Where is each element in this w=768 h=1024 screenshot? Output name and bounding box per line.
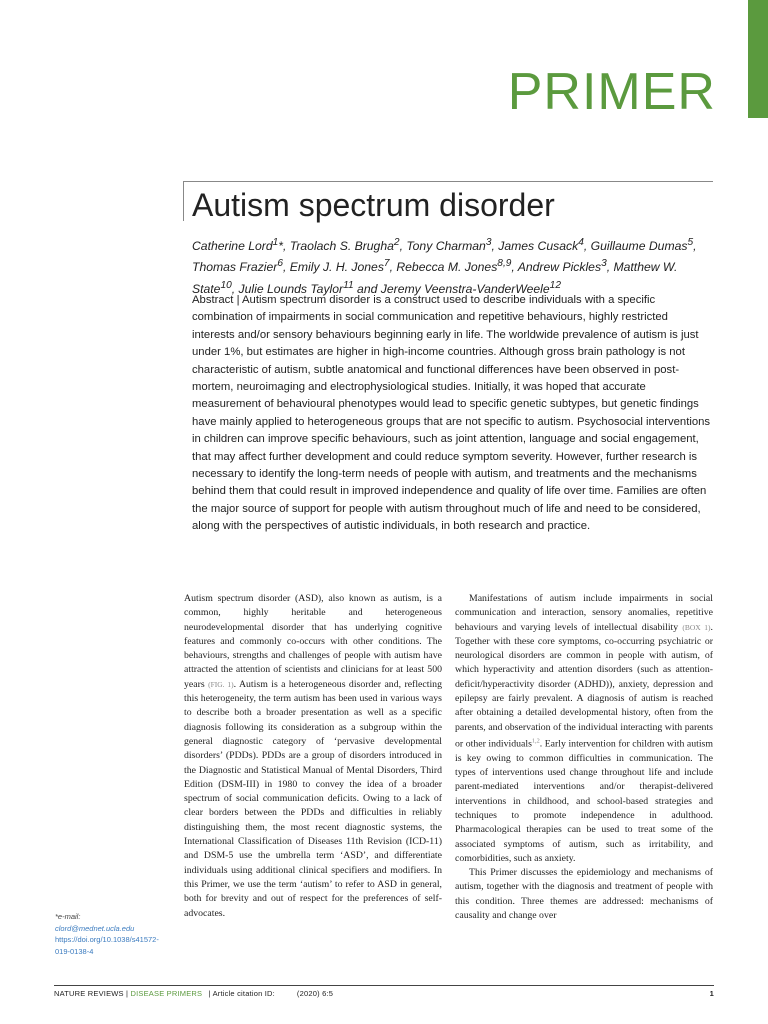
body-column-right <box>455 592 713 923</box>
section-label: PRIMER <box>507 63 716 121</box>
body-column-left <box>184 592 442 921</box>
article-title: Autism spectrum disorder <box>192 187 555 223</box>
author-list: Catherine Lord$^1$*, Traolach S. Brugha$^2$, Tony Charman$^3$, James Cusack$^4$, Guillaume Dumas$^5$, Thomas Frazier$^6$, Emily J. H. Jones$^7$, Rebecca M. Jones$^{8,9}$, Andrew Pickles$^3$, Matthew W. State$^{10}$, Julie Lounds Taylor$^{11}$ and Jeremy Veenstra-VanderWeele$^{12}$ <box>192 237 697 296</box>
title-rule <box>183 181 713 182</box>
citation-value: (2020) 6:5 <box>296 989 334 998</box>
correspondence-note <box>55 911 159 957</box>
footer-separator: | <box>123 989 131 998</box>
journal-name: NATURE REVIEWS <box>54 989 124 998</box>
citation-label: | Article citation ID: <box>206 989 275 998</box>
page-number: 1 <box>709 989 714 998</box>
title-corner-rule <box>183 181 184 221</box>
paragraph-intro: Autism spectrum disorder (ASD), also known as autism, is a common, highly heritable and heterogeneous neurodevelopmental disorder that has underlying cognitive features and commonly co-occurs with other conditions. The behaviours, strengths and challenges of people with autism have attracted the attention of scientists and clinicians for at least 500 years (FIG. 1). Autism is a heterogeneous disorder and, reflecting this heterogeneity, the term autism has been used in various ways to describe both a broader presentation as well as a specific diagnosis following its consideration as a subgroup within the general diagnostic category of ‘pervasive developmental disorders’ (PDDs). PDDs are a group of disorders introduced in the Diagnostic and Statistical Manual of Mental Disorders, Third Edition (DSM-III) in 1980 to convey the idea of a broader spectrum of social communication deficits. Owing to a lack of clear borders between the PDDs and difficulties in reliably distinguishing them, the most recent diagnostic systems, the International Classification of Diseases 11th Revision (ICD-11) and DSM-5 use the umbrella term ‘ASD’, and differentiate individuals using additional clinical specifiers and modifiers. In this Primer, we use the term ‘autism’ to refer to ASD in general, both for brevity and out of respect for the preferences of self-advocates. <box>184 593 442 919</box>
paragraph-primer-scope: This Primer discusses the epidemiology and mechanisms of autism, together with the diagnosis and treatment of people with this condition. Three themes are addressed: mechanisms of causality and change over <box>455 867 713 922</box>
page-footer <box>54 989 714 998</box>
footer-rule <box>54 985 714 986</box>
paragraph-manifestations: Manifestations of autism include impairments in social communication and interaction, sensory anomalies, repetitive behaviours and varying levels of intellectual disability (BOX 1). Together with these core symptoms, co-occurring psychiatric or neurological disorders are common in people with autism, of which hyperactivity and attention disorders (such as attention-deficit/hyperactivity disorder (ADHD)), anxiety, depression and epilepsy are fairly prevalent. A diagnosis of autism is reached after obtaining a detailed developmental history, often from the parents, and observation of the individual interacting with parents or other individuals$^{1,2}$. Early intervention for children with autism is key owing to common difficulties in communication. The types of interventions used change throughout life and include parent-mediated interventions and/or therapist-delivered interventions in childhood, and school-based strategies and techniques to promote independence in adulthood. Pharmacological therapies can be used to treat some of the associated symptoms of autism, such as irritability, and comorbidities, such as anxiety. <box>455 593 713 864</box>
email-label: *e-mail: <box>55 912 81 921</box>
abstract: Abstract | Autism spectrum disorder is a construct used to describe individuals with a specific combination of impairments in social communication and repetitive behaviours, highly restricted interests and/or sensory behaviours beginning early in life. The worldwide prevalence of autism is just under 1%, but estimates are higher in high-income countries. Although gross brain pathology is not characteristic of autism, subtle anatomical and functional differences have been observed in post-mortem, neuroimaging and electrophysiological studies. Initially, it was hoped that accurate measurement of behavioural phenotypes would lead to specific genetic subtypes, but genetic findings have mainly applied to heterogeneous groups that are not specific to autism. Psychosocial interventions in children can improve specific behaviours, such as joint attention, language and social engagement, that may affect further development and could reduce symptom severity. However, further research is necessary to identify the long-term needs of people with autism, and treatments and the mechanisms behind them that could result in improved independence and quality of life over time. Families are often the major source of support for people with autism throughout much of life and need to be considered, along with the perspectives of autistic individuals, in both research and practice. <box>192 294 711 533</box>
doi-link[interactable]: https://doi.org/10.1038/s41572-019-0138-4 <box>55 935 159 956</box>
section-accent-bar <box>748 0 768 118</box>
series-name: DISEASE PRIMERS <box>130 989 203 998</box>
email-link[interactable]: clord@mednet.ucla.edu <box>55 923 135 933</box>
